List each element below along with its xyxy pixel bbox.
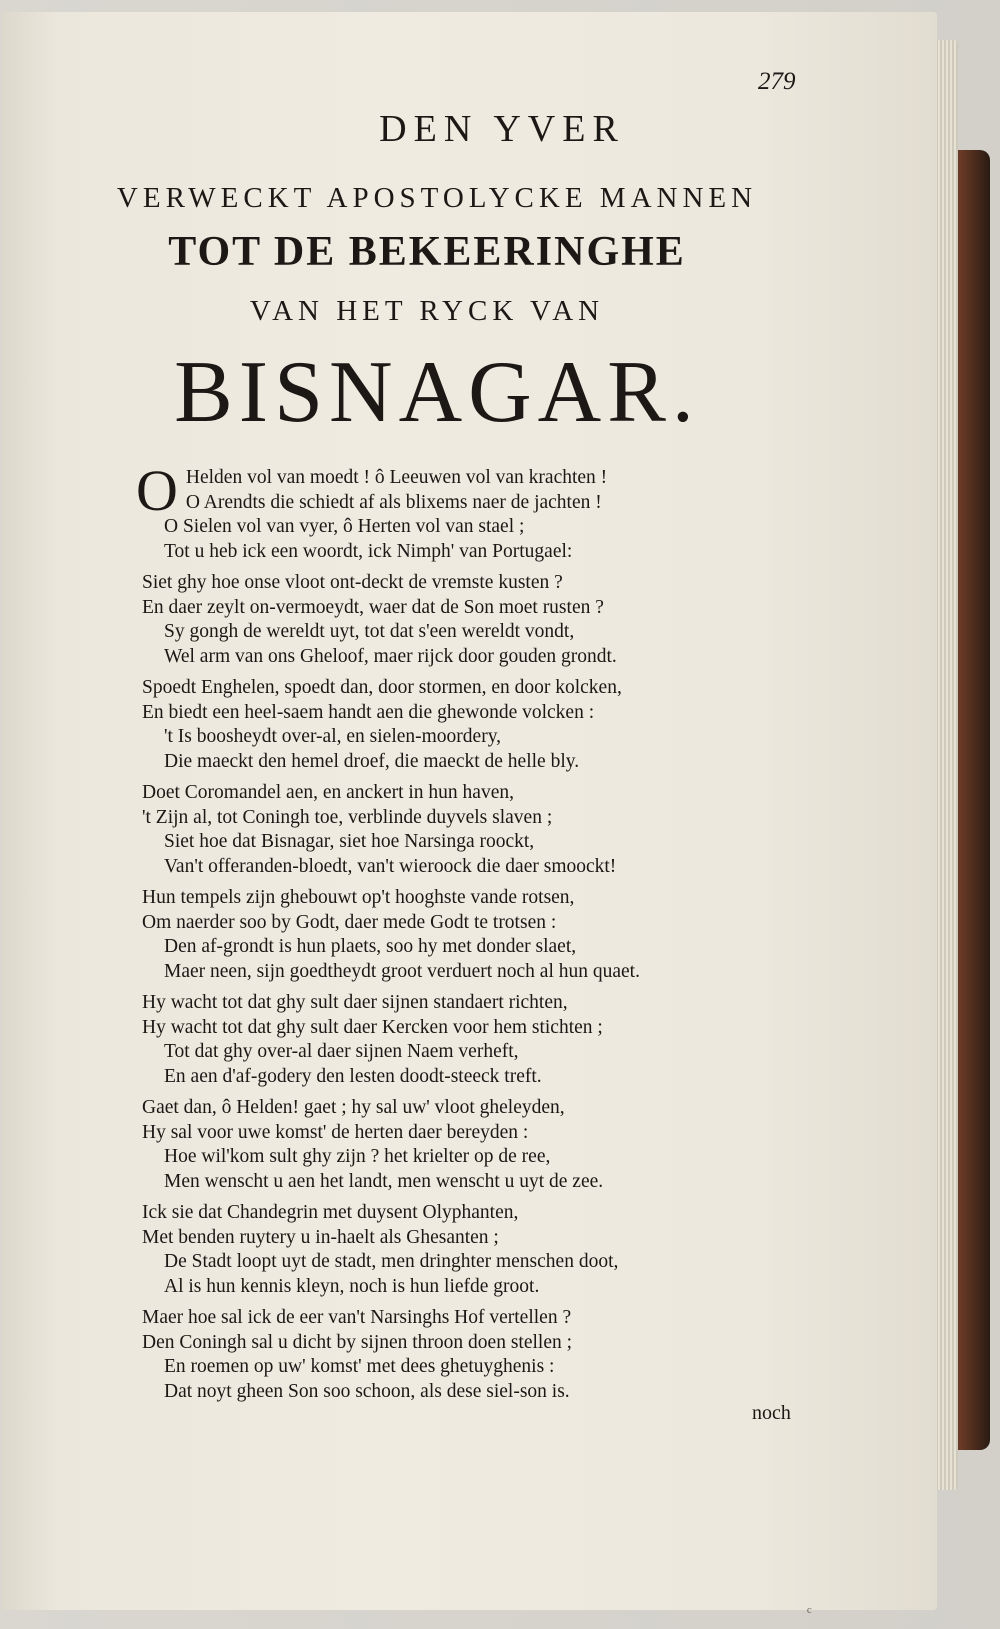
- stanza: [142, 886, 842, 984]
- poem-line: En aen d'af-godery den lesten doodt-steeck treft.: [164, 1065, 542, 1087]
- stanza: [142, 991, 842, 1089]
- catchword: noch: [752, 1402, 791, 1424]
- title-line-2: VERWECKT APOSTOLYCKE MANNEN: [116, 182, 758, 214]
- poem-line: Men wenscht u aen het landt, men wenscht u uyt de zee.: [164, 1170, 604, 1192]
- stanza: [142, 1306, 842, 1404]
- page-tear-mark: ᶜ: [807, 1602, 812, 1622]
- poem-line: Hun tempels zijn ghebouwt op't hooghste vande rotsen,: [142, 887, 575, 908]
- poem-line: Siet hoe dat Bisnagar, siet hoe Narsinga roockt,: [164, 831, 535, 852]
- poem-line: Gaet dan, ô Helden! gaet ; hy sal uw' vloot gheleyden,: [142, 1097, 565, 1118]
- stanza: [136, 458, 842, 564]
- stanza: [142, 676, 842, 774]
- poem-line: Dat noyt gheen Son soo schoon, als dese siel-son is.: [164, 1380, 570, 1402]
- poem-line: 't Zijn al, tot Coningh toe, verblinde duyvels slaven ;: [142, 806, 553, 828]
- poem-line: En daer zeylt on-vermoeydt, waer dat de Son moet rusten ?: [142, 596, 604, 618]
- stanza: [142, 571, 842, 669]
- poem-line: Tot u heb ick een woordt, ick Nimph' van Portugael:: [164, 540, 573, 562]
- title-line-4: VAN HET RYCK VAN: [249, 295, 605, 327]
- poem-body: [136, 458, 842, 1411]
- poem-line: En roemen op uw' komst' met dees ghetuyghenis :: [164, 1356, 555, 1377]
- poem-line: Spoedt Enghelen, spoedt dan, door stormen, en door kolcken,: [142, 677, 622, 698]
- poem-line: Hy sal voor uwe komst' de herten daer bereyden :: [142, 1121, 529, 1143]
- poem-line: Helden vol van moedt ! ô Leeuwen vol van krachten !: [185, 467, 608, 488]
- poem-line: Tot dat ghy over-al daer sijnen Naem verheft,: [164, 1041, 519, 1062]
- poem-line: Doet Coromandel aen, en anckert in hun haven,: [142, 782, 514, 803]
- poem-line: Den af-grondt is hun plaets, soo hy met donder slaet,: [164, 936, 577, 957]
- stanza: [142, 781, 842, 879]
- poem-line: Die maeckt den hemel droef, die maeckt de helle bly.: [164, 750, 580, 772]
- poem-line: Om naerder soo by Godt, daer mede Godt te trotsen :: [142, 911, 557, 933]
- poem-line: En biedt een heel-saem handt aen die ghewonde volcken :: [142, 701, 595, 723]
- drop-capital: O: [136, 458, 178, 523]
- poem-line: De Stadt loopt uyt de stadt, men dringhter menschen doot,: [164, 1251, 619, 1272]
- poem-line: Van't offeranden-bloedt, van't wieroock die daer smoockt!: [164, 855, 617, 877]
- title-line-3: TOT DE BEKEERINGHE: [168, 229, 686, 275]
- poem-line: O Arendts die schiedt af als blixems naer de jachten !: [185, 491, 602, 513]
- poem-line: Met benden ruytery u in-haelt als Ghesanten ;: [142, 1226, 499, 1248]
- poem-line: Hoe wil'kom sult ghy zijn ? het krielter op de ree,: [164, 1146, 551, 1167]
- title-line-1: DEN YVER: [379, 108, 625, 150]
- book-page: [2, 12, 937, 1622]
- poem-line: Hy wacht tot dat ghy sult daer sijnen standaert richten,: [142, 992, 568, 1013]
- poem-line: Al is hun kennis kleyn, noch is hun liefde groot.: [164, 1275, 540, 1297]
- poem-line: Maer neen, sijn goedtheydt groot verduert noch al hun quaet.: [164, 960, 640, 982]
- poem-line: O Sielen vol van vyer, ô Herten vol van stael ;: [164, 516, 525, 537]
- poem-line: 't Is boosheydt over-al, en sielen-moordery,: [164, 726, 502, 747]
- stanza: [142, 1201, 842, 1299]
- poem-line: Sy gongh de wereldt uyt, tot dat s'een wereldt vondt,: [164, 621, 575, 642]
- poem-line: Wel arm van ons Gheloof, maer rijck door gouden grondt.: [164, 645, 617, 667]
- poem-line: Maer hoe sal ick de eer van't Narsinghs Hof vertellen ?: [142, 1307, 572, 1328]
- stanza: [142, 1096, 842, 1194]
- title-line-5: BISNAGAR.: [174, 344, 700, 441]
- poem-line: Siet ghy hoe onse vloot ont-deckt de vremste kusten ?: [142, 572, 563, 593]
- poem-line: Hy wacht tot dat ghy sult daer Kercken voor hem stichten ;: [142, 1016, 603, 1038]
- poem-line: Ick sie dat Chandegrin met duysent Olyphanten,: [142, 1202, 519, 1223]
- page-number: 279: [758, 68, 796, 95]
- poem-line: Den Coningh sal u dicht by sijnen throon doen stellen ;: [142, 1331, 573, 1353]
